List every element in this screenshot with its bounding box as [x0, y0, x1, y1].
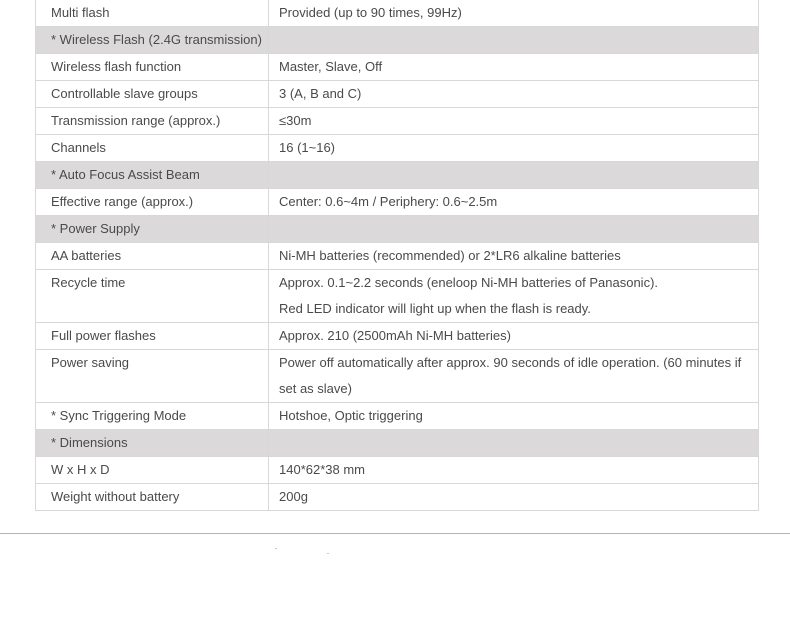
section-header-row — [36, 430, 759, 457]
spec-row — [36, 81, 759, 108]
spec-value — [269, 323, 759, 350]
spec-value — [269, 0, 759, 27]
spec-label: Power saving — [36, 350, 269, 403]
spec-value — [269, 350, 759, 403]
spec-value-line: 140*62*38 mm — [279, 462, 365, 477]
spec-label: Weight without battery — [36, 484, 269, 511]
spec-row — [36, 0, 759, 27]
spec-value — [269, 243, 759, 270]
section-empty-cell — [269, 216, 759, 243]
spec-value-line: Ni-MH batteries (recommended) or 2*LR6 alkaline batteries — [279, 248, 621, 263]
spec-value-line: set as slave) — [279, 381, 352, 396]
spec-label: * Sync Triggering Mode — [36, 403, 269, 430]
spec-value — [269, 403, 759, 430]
spec-row — [36, 350, 759, 403]
spec-value-line: Provided (up to 90 times, 99Hz) — [279, 5, 462, 20]
section-header-row — [36, 216, 759, 243]
spec-row — [36, 108, 759, 135]
spec-value-line: Red LED indicator will light up when the flash is ready. — [279, 301, 591, 316]
spec-row — [36, 243, 759, 270]
spec-row — [36, 403, 759, 430]
spec-label: Transmission range (approx.) — [36, 108, 269, 135]
spec-value-line: ≤30m — [279, 113, 312, 128]
spec-label: Multi flash — [36, 0, 269, 27]
section-title: * Auto Focus Assist Beam — [36, 162, 269, 189]
spec-label: W x H x D — [36, 457, 269, 484]
spec-value — [269, 135, 759, 162]
section-header-row — [36, 27, 759, 54]
spec-row — [36, 270, 759, 323]
spec-table-body — [36, 0, 759, 511]
spec-row — [36, 189, 759, 216]
spec-value-line: Center: 0.6~4m / Periphery: 0.6~2.5m — [279, 194, 498, 209]
spec-value-line: Power off automatically after approx. 90 seconds of idle operation. (60 minutes if — [279, 355, 742, 370]
spec-value-line: Master, Slave, Off — [279, 59, 383, 74]
spec-value — [269, 457, 759, 484]
spec-value — [269, 270, 759, 323]
spec-label: Wireless flash function — [36, 54, 269, 81]
spec-label: Controllable slave groups — [36, 81, 269, 108]
spec-label: Channels — [36, 135, 269, 162]
section-title: * Dimensions — [36, 430, 269, 457]
spec-value-line: 16 (1~16) — [279, 140, 336, 155]
spec-row — [36, 323, 759, 350]
spec-value-line: 3 (A, B and C) — [279, 86, 362, 101]
spec-value — [269, 189, 759, 216]
section-empty-cell — [269, 162, 759, 189]
orange-divider — [0, 533, 790, 534]
spec-value-line: Hotshoe, Optic triggering — [279, 408, 423, 423]
section-empty-cell — [269, 27, 759, 54]
spec-row — [36, 484, 759, 511]
spec-value-line: Approx. 0.1~2.2 seconds (eneloop Ni-MH batteries of Panasonic). — [279, 275, 659, 290]
spec-value — [269, 54, 759, 81]
spec-value-line: 200g — [279, 489, 308, 504]
spec-value — [269, 108, 759, 135]
section-empty-cell — [269, 430, 759, 457]
speck-mark — [327, 553, 329, 554]
spec-label: Full power flashes — [36, 323, 269, 350]
spec-row — [36, 135, 759, 162]
spec-row — [36, 54, 759, 81]
spec-value-line: Approx. 210 (2500mAh Ni-MH batteries) — [279, 328, 511, 343]
spec-row — [36, 457, 759, 484]
section-header-row — [36, 162, 759, 189]
spec-value — [269, 81, 759, 108]
spec-value — [269, 484, 759, 511]
spec-table — [35, 0, 759, 511]
spec-label: Effective range (approx.) — [36, 189, 269, 216]
section-title: * Power Supply — [36, 216, 269, 243]
spec-label: AA batteries — [36, 243, 269, 270]
section-title: * Wireless Flash (2.4G transmission) — [36, 27, 269, 54]
spec-label: Recycle time — [36, 270, 269, 323]
speck-mark — [275, 548, 277, 549]
